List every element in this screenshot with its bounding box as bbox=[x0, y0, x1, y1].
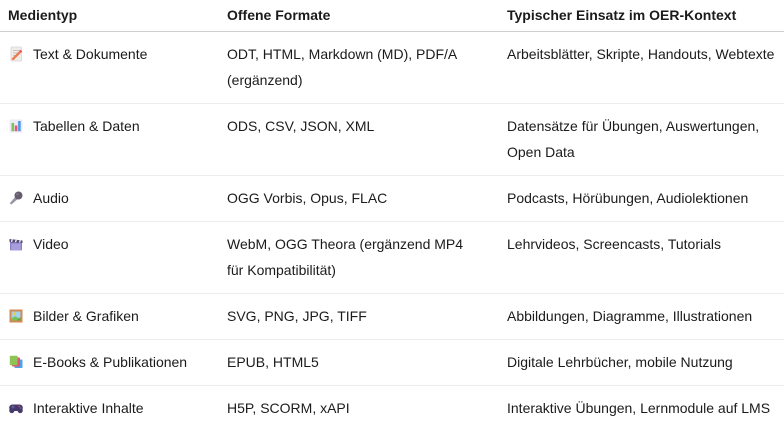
formate-cell: OGG Vorbis, Opus, FLAC bbox=[227, 190, 388, 206]
table-row-interaktive-inhalte bbox=[0, 386, 784, 431]
memo-icon bbox=[8, 41, 24, 67]
medientyp-cell bbox=[0, 340, 227, 385]
formate-cell: ODS, CSV, JSON, XML bbox=[227, 118, 375, 134]
einsatz-cell: Datensätze für Übungen, Auswertungen, Open Data bbox=[507, 118, 760, 160]
formate-cell: WebM, OGG Theora (ergänzend MP4 für Kompatibilität) bbox=[227, 236, 464, 278]
table-row-ebooks-publikationen bbox=[0, 340, 784, 386]
formate-cell: ODT, HTML, Markdown (MD), PDF/A (ergänzend) bbox=[227, 46, 457, 88]
formate-cell: EPUB, HTML5 bbox=[227, 354, 319, 370]
medientyp-cell bbox=[0, 294, 227, 339]
column-header-medientyp: Medientyp bbox=[8, 7, 78, 23]
medientyp-cell bbox=[0, 104, 227, 149]
microphone-icon bbox=[8, 185, 24, 211]
medientyp-label: Tabellen & Daten bbox=[33, 118, 140, 134]
einsatz-cell: Arbeitsblätter, Skripte, Handouts, Webtexte bbox=[507, 46, 775, 62]
formate-cell: H5P, SCORM, xAPI bbox=[227, 400, 350, 416]
framed-picture-icon bbox=[8, 303, 24, 329]
medientyp-cell bbox=[0, 176, 227, 221]
column-header-offene-formate: Offene Formate bbox=[227, 7, 331, 23]
einsatz-cell: Abbildungen, Diagramme, Illustrationen bbox=[507, 308, 753, 324]
medientyp-label: Interaktive Inhalte bbox=[33, 400, 144, 416]
medientyp-cell bbox=[0, 32, 227, 77]
medientyp-label: E-Books & Publikationen bbox=[33, 354, 188, 370]
table-row-video bbox=[0, 222, 784, 294]
medientyp-cell bbox=[0, 222, 227, 267]
table-row-text-dokumente bbox=[0, 32, 784, 104]
medientyp-label: Video bbox=[33, 236, 69, 252]
game-controller-icon bbox=[8, 395, 24, 421]
einsatz-cell: Interaktive Übungen, Lernmodule auf LMS bbox=[507, 400, 771, 416]
books-icon bbox=[8, 349, 24, 375]
einsatz-cell: Digitale Lehrbücher, mobile Nutzung bbox=[507, 354, 733, 370]
medientyp-cell bbox=[0, 386, 227, 431]
clapper-board-icon bbox=[8, 231, 24, 257]
column-header-typischer-einsatz: Typischer Einsatz im OER-Kontext bbox=[507, 7, 737, 23]
medientyp-label: Audio bbox=[33, 190, 69, 206]
table-header-row bbox=[0, 0, 784, 32]
einsatz-cell: Lehrvideos, Screencasts, Tutorials bbox=[507, 236, 721, 252]
table-row-tabellen-daten bbox=[0, 104, 784, 176]
table-row-bilder-grafiken bbox=[0, 294, 784, 340]
table-row-audio bbox=[0, 176, 784, 222]
einsatz-cell: Podcasts, Hörübungen, Audiolektionen bbox=[507, 190, 749, 206]
bar-chart-icon bbox=[8, 113, 24, 139]
formate-cell: SVG, PNG, JPG, TIFF bbox=[227, 308, 367, 324]
medientyp-label: Text & Dokumente bbox=[33, 46, 148, 62]
medientyp-label: Bilder & Grafiken bbox=[33, 308, 139, 324]
